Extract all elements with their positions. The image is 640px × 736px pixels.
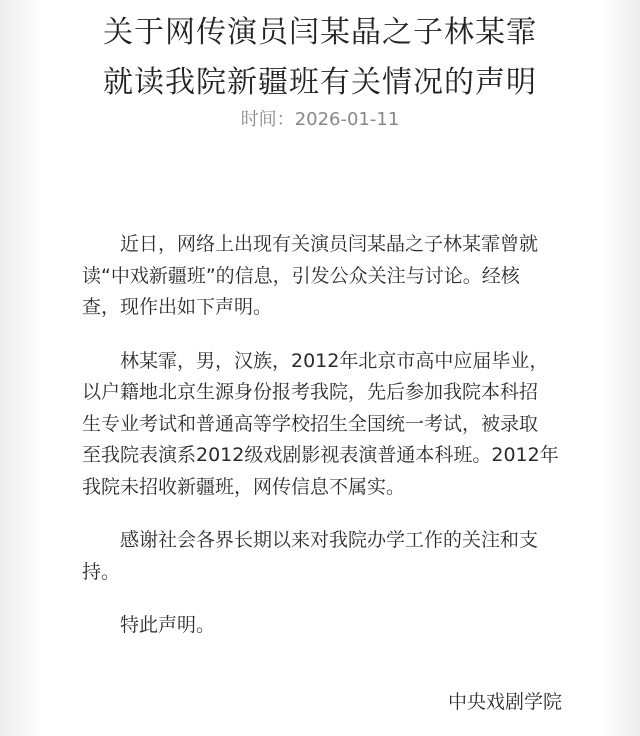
- paragraph-line: 特此声明。: [120, 614, 216, 636]
- statement-body: [82, 229, 559, 664]
- paragraph-intro: [82, 229, 554, 324]
- paragraph-line: 以户籍地北京生源身份报考我院，先后参加我院本科招: [82, 381, 539, 403]
- paragraph-thanks: [82, 525, 554, 588]
- paragraph-line: 生专业考试和普通高等学校招生全国统一考试，被录取: [82, 412, 539, 435]
- paragraph-line: 林某霏，男，汉族，2012年北京市高中应届毕业，: [120, 349, 549, 372]
- paragraph-line: 近日，网络上出现有关演员闫某晶之子林某霏曾就: [120, 233, 539, 255]
- date-label: 时间：: [240, 109, 295, 130]
- statement-title: [40, 8, 600, 108]
- signature-institution: 中央戏剧学院: [447, 691, 562, 713]
- paragraph-line: 感谢社会各界长期以来对我院办学工作的关注和支: [120, 529, 539, 551]
- paragraph-line: 至我院表演系2012级戏剧影视表演普通本科班。2012年: [82, 444, 559, 466]
- paragraph-line: 读“中戏新疆班”的信息，引发公众关注与讨论。经核: [82, 264, 520, 287]
- publish-date: [0, 107, 640, 133]
- paragraph-line: 持。: [82, 560, 121, 583]
- paragraph-line: 我院未招收新疆班，网传信息不属实。: [82, 475, 406, 498]
- title-line: 关于网传演员闫某晶之子林某霏: [103, 15, 537, 50]
- paragraph-line: 查，现作出如下声明。: [82, 296, 273, 318]
- title-line: 就读我院新疆班有关情况的声明: [103, 65, 537, 100]
- date-value: 2026-01-11: [294, 109, 400, 130]
- paragraph-facts: [82, 346, 559, 504]
- paragraph-closing: [82, 610, 554, 642]
